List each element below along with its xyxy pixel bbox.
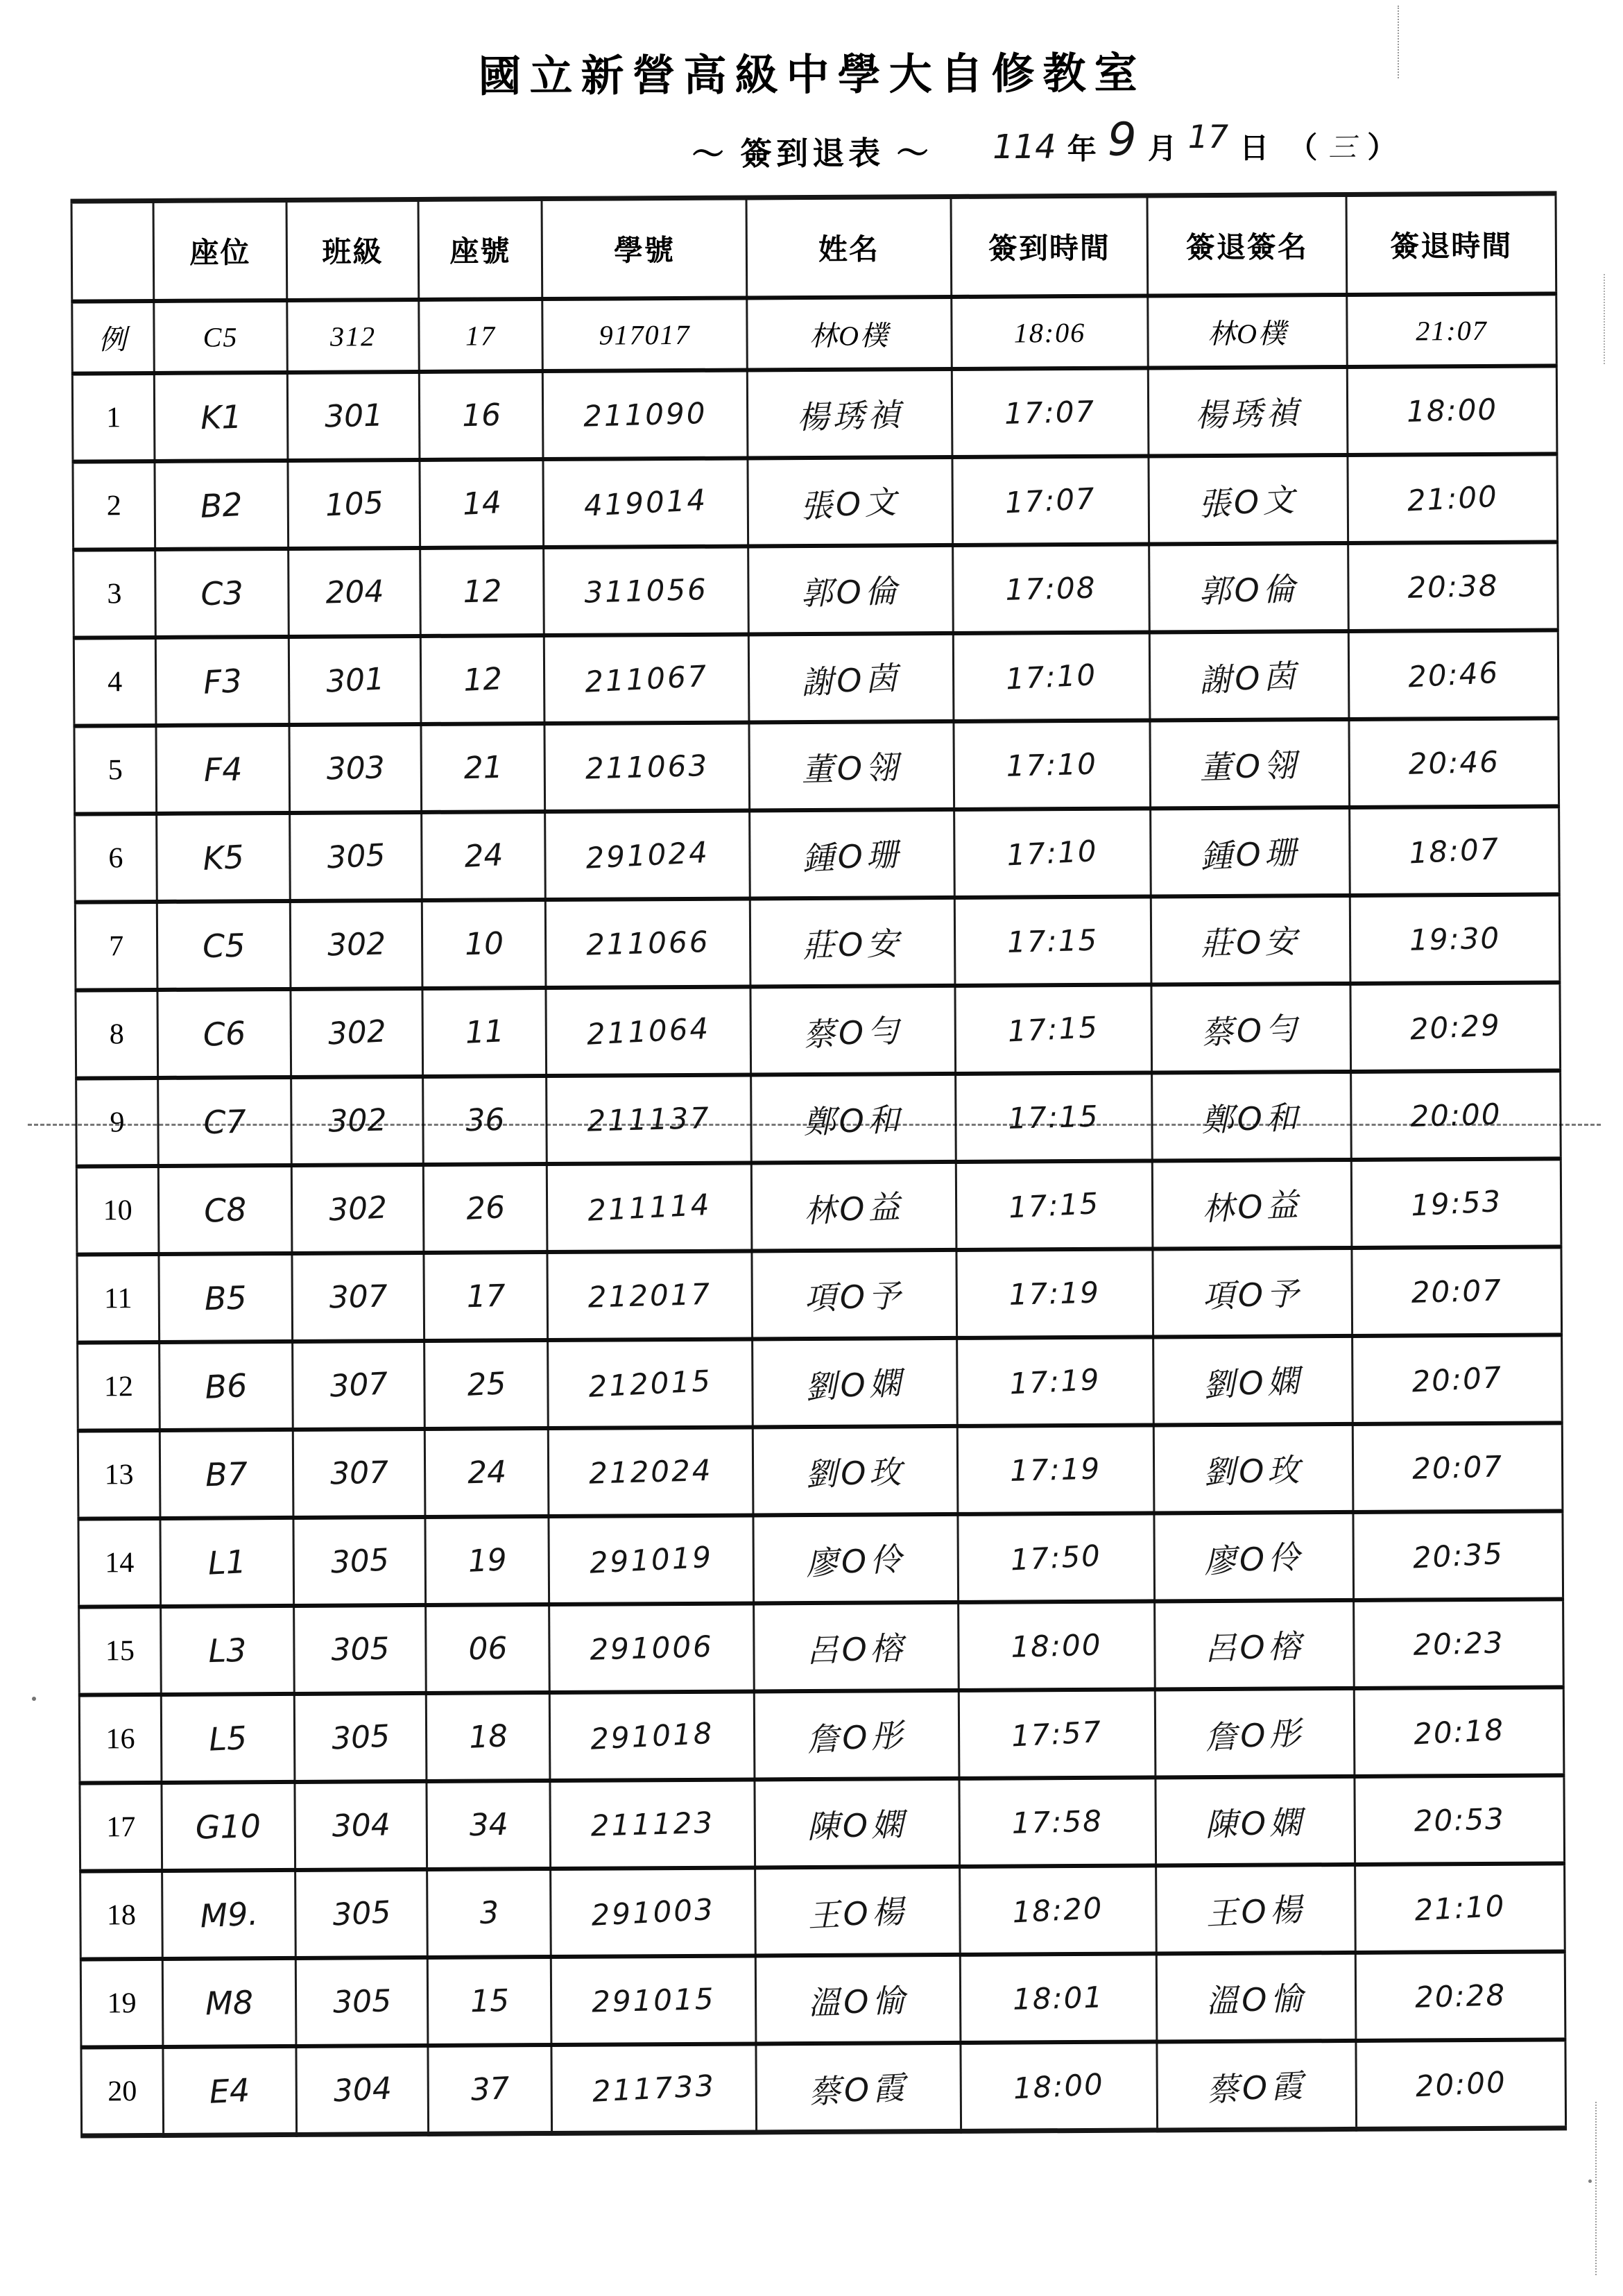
cell-seat-no: 19	[425, 1516, 549, 1605]
col-header-class: 班級	[286, 199, 419, 300]
cell-sign-out-time: 20:23	[1354, 1599, 1564, 1688]
cell-sign-out-name: 蔡O霞	[1157, 2041, 1357, 2130]
cell-sign-in: 17:50	[958, 1513, 1155, 1602]
cell-seat: B2	[155, 461, 289, 549]
cell-class: 302	[290, 900, 422, 989]
cell-row-number: 14	[78, 1518, 161, 1607]
cell-seat: F3	[155, 637, 289, 726]
date-weekday-handwritten: 三	[1328, 131, 1357, 164]
cell-seat-no: 37	[428, 2045, 552, 2134]
cell-seat: L5	[161, 1694, 295, 1783]
cell-seat: C7	[158, 1077, 292, 1166]
table-row	[79, 1687, 1564, 1783]
cell-sign-in: 17:15	[954, 896, 1151, 985]
scan-artifact-speck	[1588, 2179, 1592, 2183]
cell-student-id: 291024	[545, 810, 750, 900]
cell-sign-in: 17:15	[956, 1072, 1153, 1161]
cell-class: 301	[289, 636, 421, 725]
cell-row-number: 19	[80, 1959, 163, 2048]
col-header-sign-out-name: 簽退簽名	[1147, 194, 1347, 295]
table-row	[80, 1775, 1565, 1871]
cell-sign-in: 18:00	[961, 2041, 1158, 2131]
cell-sign-in: 17:08	[953, 544, 1150, 633]
cell-sign-in: 17:58	[959, 1777, 1156, 1866]
cell-sign-out-name: 楊琇禎	[1148, 367, 1348, 456]
cell-student-id: 212017	[547, 1251, 753, 1340]
cell-seat-no: 16	[419, 371, 543, 460]
cell-sign-out-name: 陳O嫻	[1156, 1776, 1355, 1866]
form-subtitle: ～ 簽到退表 ～	[692, 135, 933, 172]
cell-name: 蔡O霞	[756, 2043, 961, 2132]
cell-row-number: 6	[75, 814, 157, 902]
date-month-unit: 月	[1147, 132, 1177, 165]
cell-seat: C3	[155, 549, 289, 637]
cell-seat: E4	[163, 2046, 297, 2136]
cell-class: 105	[288, 460, 420, 549]
cell-class: 307	[293, 1429, 425, 1518]
cell-student-id: 291018	[549, 1691, 755, 1781]
cell-sign-in: 17:15	[955, 984, 1152, 1073]
cell-seat: M8	[162, 1958, 296, 2047]
table-row	[73, 454, 1558, 549]
table-row	[78, 1423, 1563, 1518]
cell-seat-no: 11	[422, 988, 547, 1077]
cell-name: 莊O安	[750, 898, 955, 987]
cell-seat-no: 24	[422, 812, 546, 900]
cell-row-number: 4	[74, 637, 156, 726]
cell-student-id: 419014	[543, 458, 748, 547]
cell-class: 302	[291, 988, 423, 1077]
cell-name: 陳O嫻	[755, 1779, 960, 1868]
cell-seat: L1	[160, 1518, 294, 1607]
cell-class: 204	[289, 548, 421, 637]
cell-sign-out-time: 20:29	[1350, 982, 1561, 1072]
cell-class: 303	[289, 724, 422, 813]
cell-class: 304	[295, 1781, 427, 1870]
table-row	[76, 982, 1561, 1078]
col-header-sign-out-time: 簽退時間	[1346, 194, 1556, 295]
cell-seat: C5	[154, 300, 288, 373]
table-row	[76, 1070, 1561, 1166]
cell-name: 郭O倫	[748, 545, 954, 635]
cell-sign-in: 18:06	[952, 295, 1149, 368]
table-row	[81, 2039, 1566, 2136]
cell-seat-no: 12	[420, 547, 544, 636]
cell-name: 廖O伶	[753, 1514, 959, 1604]
cell-seat: G10	[162, 1782, 295, 1871]
cell-sign-out-time: 21:07	[1347, 293, 1557, 367]
cell-name: 董O翎	[749, 721, 954, 811]
table-row	[76, 1158, 1561, 1254]
cell-row-number: 1	[72, 373, 155, 462]
cell-row-number: 18	[80, 1871, 163, 1960]
cell-seat-no: 12	[420, 635, 544, 724]
cell-row-number: 2	[73, 461, 155, 550]
cell-sign-out-time: 20:18	[1354, 1687, 1564, 1776]
table-row	[75, 894, 1560, 990]
cell-name: 鄭O和	[751, 1074, 956, 1163]
cell-row-label: 例	[72, 301, 155, 374]
date-year-unit: 年	[1067, 133, 1097, 166]
cell-name: 蔡O勻	[750, 986, 956, 1075]
cell-sign-out-name: 詹O彤	[1155, 1688, 1355, 1778]
cell-sign-out-time: 19:53	[1351, 1158, 1561, 1248]
table-row	[72, 366, 1557, 461]
cell-student-id: 311056	[544, 546, 749, 635]
cell-sign-out-name: 謝O茵	[1149, 631, 1349, 721]
signin-table	[70, 191, 1567, 2138]
cell-sign-in: 17:07	[952, 456, 1149, 545]
cell-class: 302	[291, 1077, 424, 1165]
cell-name: 項O予	[752, 1250, 957, 1339]
cell-sign-in: 18:01	[960, 1953, 1157, 2042]
cell-seat: K1	[154, 372, 288, 461]
cell-sign-out-name: 郭O倫	[1149, 543, 1349, 633]
cell-student-id: 917017	[542, 298, 748, 371]
cell-student-id: 211067	[544, 634, 749, 723]
cell-sign-out-time: 20:46	[1349, 718, 1559, 807]
cell-seat: B5	[159, 1253, 293, 1342]
cell-student-id: 212015	[548, 1339, 753, 1428]
cell-seat: C5	[157, 901, 291, 990]
cell-sign-out-time: 20:53	[1355, 1775, 1565, 1865]
table-row	[78, 1511, 1563, 1607]
cell-sign-in: 17:19	[957, 1425, 1154, 1514]
cell-sign-out-name: 廖O伶	[1154, 1512, 1354, 1602]
date-day-unit: 日	[1239, 132, 1269, 165]
cell-sign-in: 17:19	[957, 1337, 1154, 1425]
cell-name: 劉O嫻	[753, 1338, 958, 1428]
cell-sign-in: 17:15	[956, 1160, 1153, 1249]
cell-name: 詹O彤	[754, 1690, 959, 1780]
cell-row-number: 3	[74, 549, 156, 638]
table-row	[74, 542, 1558, 637]
cell-seat: M9.	[162, 1870, 296, 1959]
cell-seat: C6	[157, 989, 291, 1078]
cell-student-id: 211063	[544, 722, 750, 812]
cell-sign-out-time: 20:35	[1353, 1511, 1563, 1600]
cell-sign-out-name: 呂O榕	[1155, 1600, 1355, 1690]
cell-class: 305	[293, 1517, 426, 1606]
cell-sign-out-time: 20:07	[1352, 1423, 1563, 1512]
cell-student-id: 211733	[551, 2044, 757, 2133]
cell-row-number: 9	[76, 1078, 159, 1167]
cell-name: 楊琇禎	[747, 369, 952, 459]
cell-student-id: 291006	[549, 1603, 755, 1693]
cell-name: 鍾O珊	[750, 809, 955, 899]
cell-row-number: 16	[79, 1695, 162, 1783]
table-row	[77, 1246, 1562, 1342]
cell-sign-out-time: 21:00	[1348, 454, 1558, 543]
page-title: 國立新營高級中學大自修教室	[478, 50, 1146, 101]
cell-row-number: 17	[80, 1783, 162, 1871]
cell-seat: B7	[160, 1430, 293, 1518]
cell-seat-no: 21	[421, 723, 545, 812]
cell-student-id: 212024	[548, 1427, 753, 1516]
cell-name: 謝O茵	[748, 633, 954, 723]
cell-seat-no: 14	[420, 459, 544, 548]
cell-sign-in: 17:57	[959, 1689, 1156, 1778]
cell-student-id: 291019	[549, 1515, 754, 1604]
cell-sign-out-time: 20:07	[1352, 1335, 1563, 1424]
date-paren-open: （	[1288, 132, 1318, 164]
table-row	[78, 1335, 1563, 1430]
date-line	[992, 112, 1405, 174]
cell-sign-out-name: 鍾O珊	[1151, 807, 1350, 897]
cell-class: 305	[295, 1869, 428, 1958]
cell-seat: F4	[156, 725, 290, 814]
cell-sign-out-time: 19:30	[1350, 894, 1560, 984]
cell-student-id: 291015	[551, 1955, 756, 2045]
col-header-index	[71, 200, 154, 301]
cell-sign-out-name: 蔡O勻	[1151, 984, 1351, 1073]
cell-sign-out-time: 21:10	[1355, 1863, 1565, 1953]
cell-seat-no: 17	[419, 299, 543, 372]
scan-artifact-dotted-line-mid	[1604, 274, 1605, 364]
cell-sign-out-name: 溫O愉	[1156, 1953, 1356, 2042]
table-header	[71, 194, 1556, 302]
date-day-handwritten: 17	[1187, 117, 1229, 155]
cell-class: 302	[291, 1165, 424, 1253]
cell-class: 307	[292, 1253, 424, 1342]
cell-seat-no: 15	[427, 1957, 551, 2046]
cell-sign-in: 18:00	[959, 1601, 1156, 1690]
table-row	[74, 630, 1558, 726]
cell-seat-no: 10	[422, 900, 546, 988]
cell-row-number: 5	[74, 726, 157, 814]
cell-seat-no: 3	[427, 1869, 551, 1957]
scan-artifact-dotted-line-bottom	[1595, 2102, 1597, 2275]
cell-sign-out-name: 張O文	[1149, 455, 1348, 545]
cell-row-number: 12	[78, 1342, 160, 1431]
cell-sign-out-name: 劉O嫻	[1153, 1336, 1353, 1425]
cell-seat-no: 36	[423, 1076, 547, 1165]
example-row	[72, 293, 1557, 373]
cell-sign-in: 17:10	[954, 808, 1151, 897]
cell-sign-out-name: 劉O玫	[1153, 1424, 1353, 1514]
cell-student-id: 211123	[550, 1779, 755, 1869]
cell-row-number: 8	[76, 990, 158, 1079]
cell-row-number: 13	[78, 1430, 160, 1519]
cell-seat: C8	[158, 1165, 292, 1254]
cell-row-number: 15	[79, 1607, 162, 1695]
cell-name: 呂O榕	[754, 1602, 959, 1692]
cell-sign-in: 18:20	[960, 1865, 1157, 1954]
cell-row-number: 7	[75, 902, 157, 991]
col-header-name: 姓名	[746, 196, 952, 298]
scanned-signin-sheet	[69, 0, 1565, 2139]
cell-sign-out-name: 項O予	[1153, 1248, 1352, 1337]
col-header-seat-no: 座號	[418, 199, 542, 300]
cell-name: 溫O愉	[755, 1955, 961, 2044]
col-header-student-id: 學號	[542, 198, 747, 299]
cell-sign-in: 17:10	[953, 632, 1150, 721]
table-row	[74, 718, 1559, 814]
cell-sign-out-time: 18:07	[1350, 806, 1560, 896]
cell-sign-out-time: 20:46	[1348, 630, 1558, 719]
cell-seat-no: 34	[427, 1781, 551, 1869]
cell-sign-out-time: 20:28	[1355, 1951, 1565, 2041]
cell-sign-out-name: 王O楊	[1156, 1865, 1356, 1954]
cell-name: 林O樸	[747, 297, 952, 370]
cell-class: 304	[296, 2046, 429, 2134]
cell-class: 305	[290, 812, 422, 901]
cell-student-id: 291003	[551, 1867, 756, 1957]
cell-name: 林O益	[751, 1162, 956, 1251]
subtitle-row	[70, 114, 1554, 189]
cell-seat-no: 06	[426, 1604, 550, 1693]
date-year-handwritten: 114	[992, 127, 1056, 167]
cell-row-number: 20	[81, 2047, 164, 2136]
cell-seat-no: 18	[426, 1693, 550, 1781]
cell-sign-in: 17:07	[952, 368, 1149, 456]
cell-sign-out-time: 20:38	[1348, 542, 1558, 631]
sheet-table-body	[72, 293, 1566, 2136]
table-row	[75, 806, 1560, 902]
cell-student-id: 211090	[542, 370, 748, 459]
cell-class: 307	[293, 1341, 425, 1430]
cell-seat: K5	[157, 813, 291, 902]
cell-class: 312	[287, 300, 420, 372]
date-paren-close: ）	[1367, 132, 1397, 164]
cell-sign-out-name: 莊O安	[1151, 896, 1350, 985]
cell-class: 301	[287, 372, 420, 461]
date-month-handwritten: 9	[1107, 112, 1137, 166]
cell-seat-no: 26	[423, 1164, 547, 1253]
cell-name: 劉O玫	[753, 1426, 958, 1516]
scan-artifact-speck	[32, 1697, 36, 1701]
cell-seat-no: 25	[424, 1340, 549, 1429]
table-row	[79, 1599, 1564, 1695]
cell-sign-out-time: 20:00	[1351, 1070, 1561, 1160]
cell-student-id: 211066	[545, 898, 750, 988]
cell-student-id: 211137	[547, 1074, 752, 1164]
table-row	[80, 1951, 1565, 2047]
cell-seat-no: 17	[424, 1252, 548, 1341]
cell-sign-out-name: 林O樸	[1148, 295, 1348, 368]
cell-sign-out-time: 20:00	[1356, 2039, 1566, 2129]
cell-sign-in: 17:19	[956, 1249, 1153, 1337]
cell-seat: L3	[161, 1606, 295, 1695]
cell-row-number: 10	[76, 1166, 159, 1255]
cell-name: 張O文	[748, 457, 953, 547]
cell-sign-out-time: 20:07	[1352, 1246, 1562, 1336]
cell-class: 305	[295, 1957, 428, 2046]
cell-student-id: 211064	[546, 986, 751, 1076]
cell-class: 305	[294, 1605, 427, 1694]
cell-sign-in: 17:10	[954, 720, 1151, 809]
cell-sign-out-name: 林O益	[1152, 1160, 1352, 1249]
col-header-seat: 座位	[153, 200, 287, 301]
cell-class: 305	[294, 1693, 427, 1782]
header-row	[71, 194, 1556, 302]
cell-student-id: 211114	[547, 1163, 752, 1252]
cell-row-number: 11	[77, 1254, 160, 1343]
cell-name: 王O楊	[755, 1867, 961, 1956]
table-row	[80, 1863, 1565, 1959]
cell-sign-out-name: 董O翎	[1150, 719, 1350, 809]
col-header-sign-in: 簽到時間	[951, 196, 1148, 297]
cell-sign-out-time: 18:00	[1347, 366, 1557, 455]
cell-seat: B6	[160, 1342, 293, 1430]
cell-sign-out-name: 鄭O和	[1152, 1072, 1352, 1161]
cell-seat-no: 24	[424, 1428, 549, 1517]
